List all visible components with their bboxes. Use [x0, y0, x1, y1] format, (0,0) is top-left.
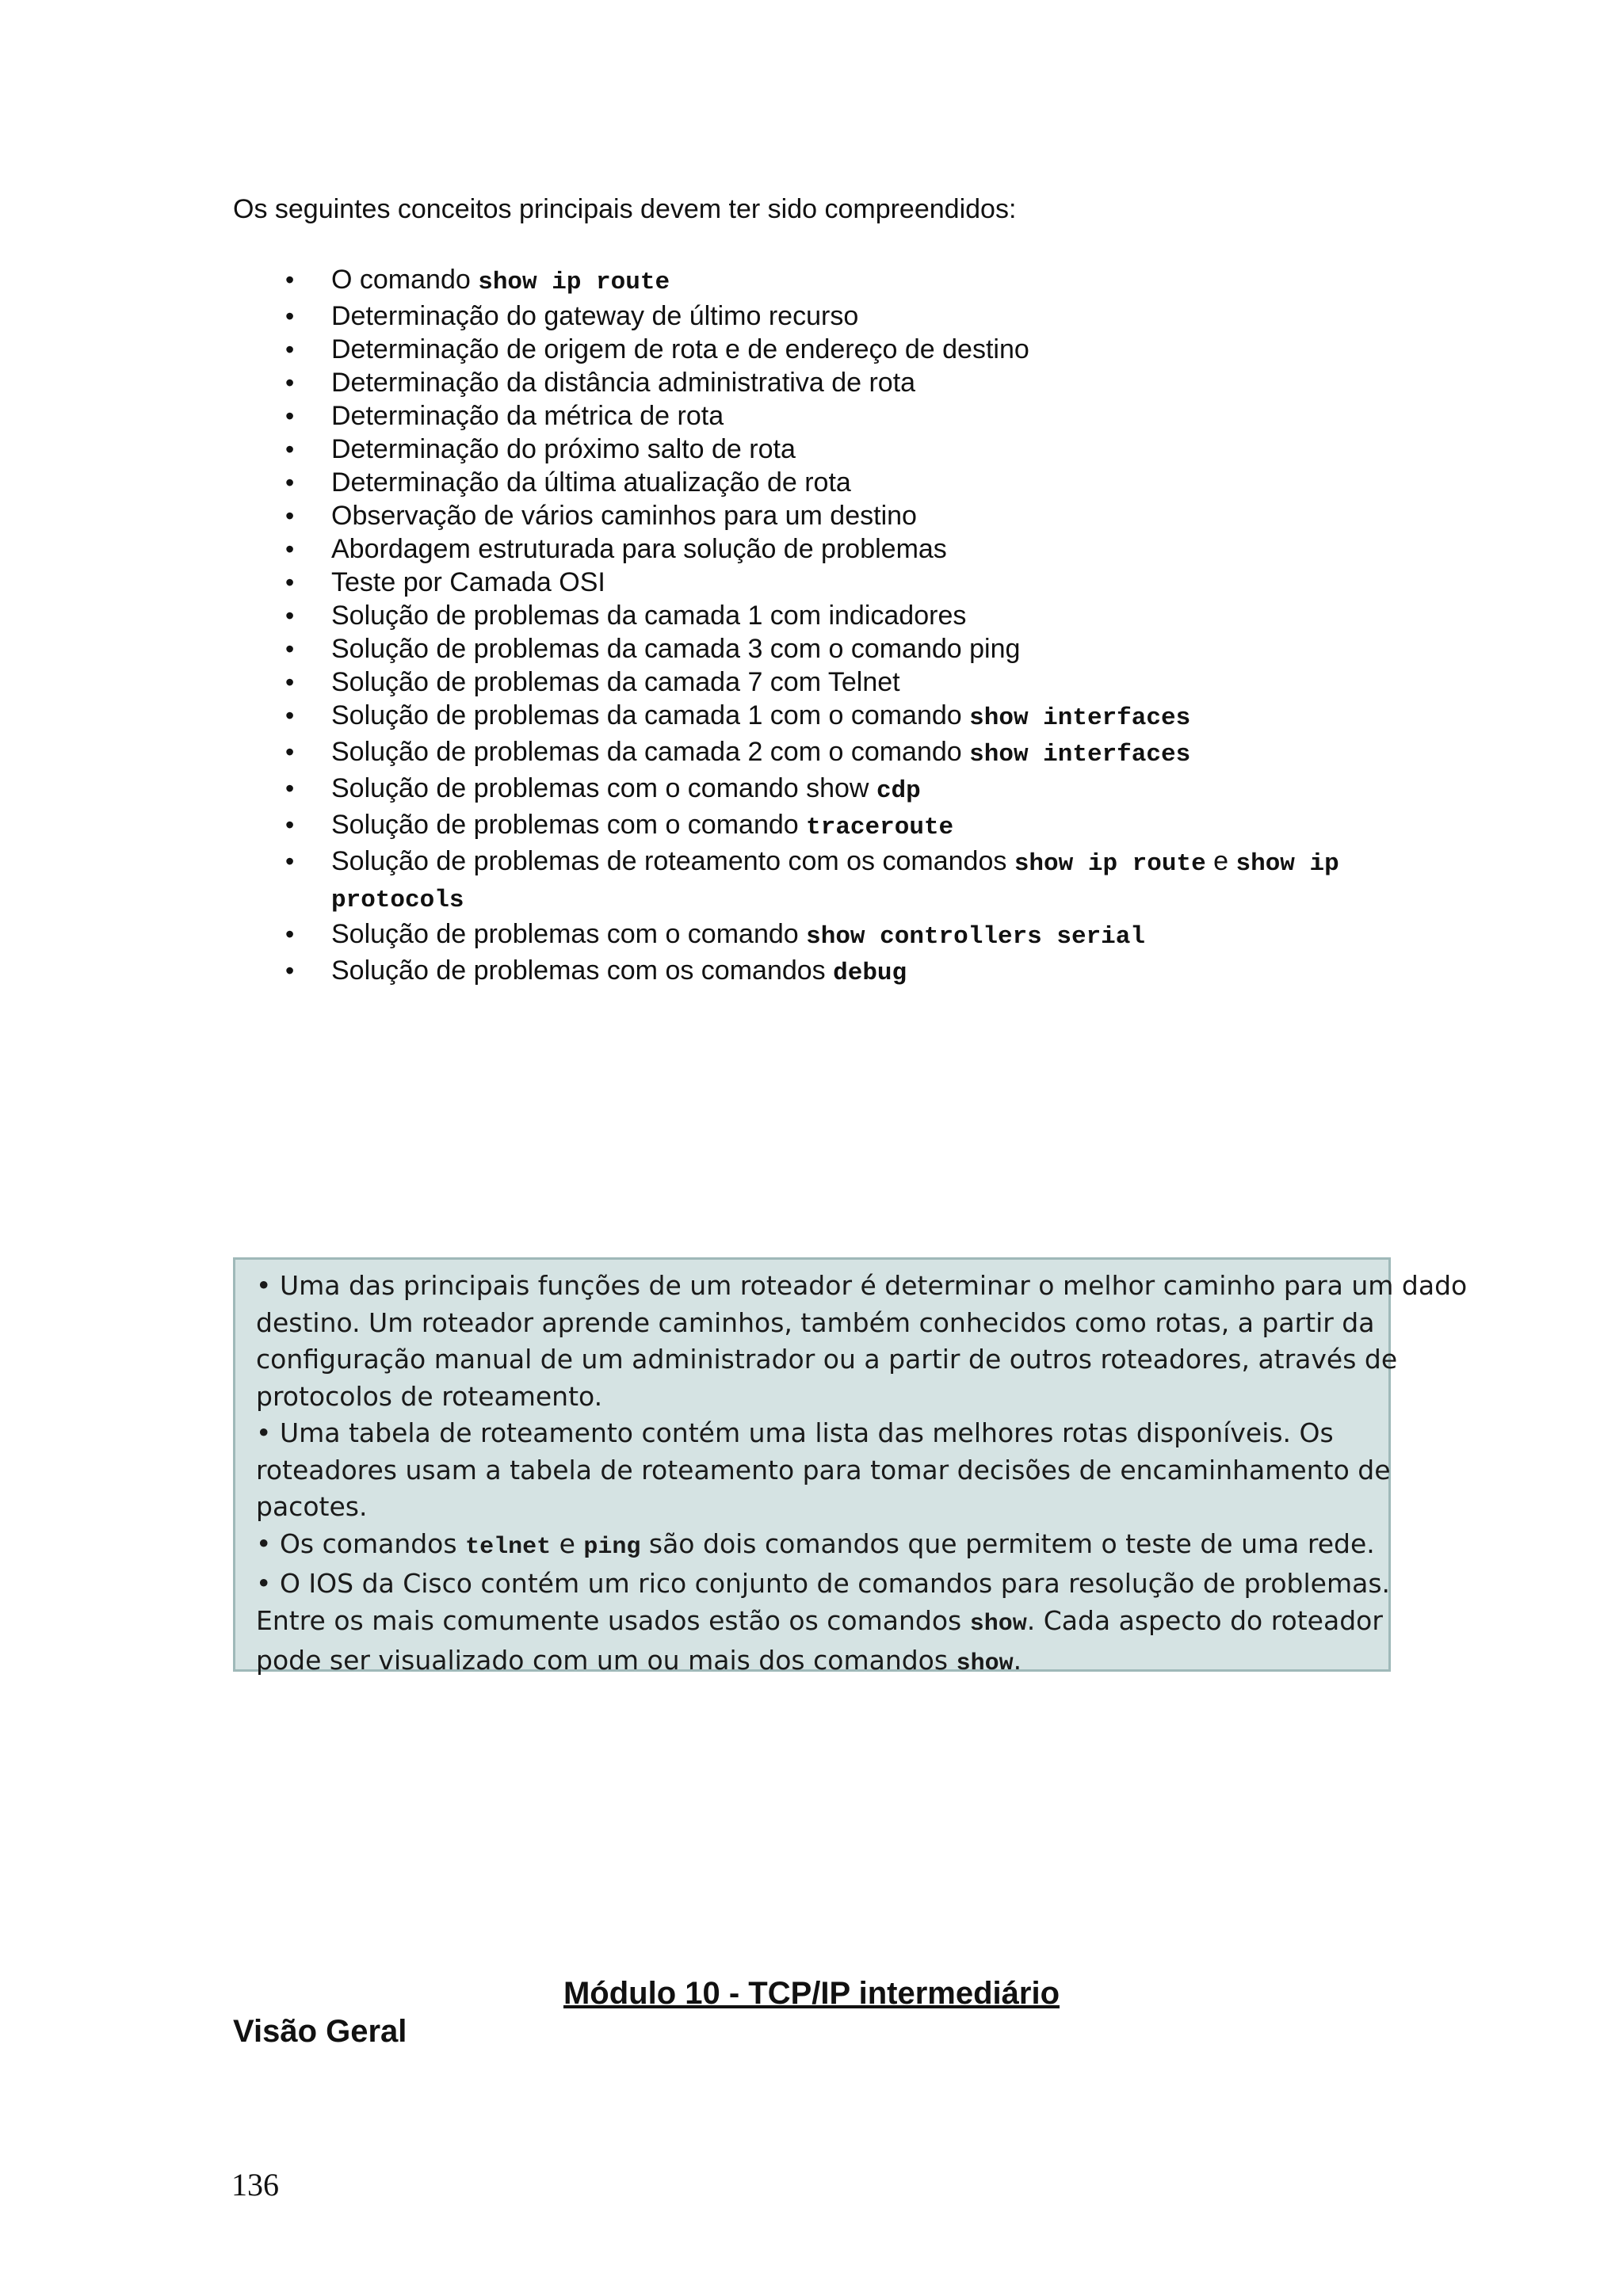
concept-item: [233, 772, 1422, 808]
concept-text: Solução de problemas com os comandos: [331, 955, 834, 986]
concept-text: Determinação do gateway de último recurso: [331, 301, 859, 331]
summary-line: [256, 1415, 1371, 1452]
concept-item: [233, 333, 1422, 366]
concept-text: Determinação da distância administrativa de rota: [331, 368, 916, 398]
command-text: traceroute: [806, 814, 954, 841]
command-text: telnet: [465, 1533, 552, 1561]
intro-text: Os seguintes conceitos principais devem ter sido compreendidos:: [233, 194, 1017, 224]
command-text: show controllers serial: [806, 923, 1145, 951]
concept-text: Solução de problemas da camada 7 com Telnet: [331, 667, 900, 697]
concept-item: [233, 808, 1422, 845]
summary-text: protocolos de roteamento.: [256, 1380, 603, 1412]
concept-text: Solução de problemas com o comando: [331, 810, 807, 840]
concept-text: Solução de problemas da camada 1 com o comando: [331, 700, 970, 730]
concept-text: O comando: [331, 265, 479, 295]
concept-text: Solução de problemas com o comando show: [331, 773, 876, 803]
summary-text: destino. Um roteador aprende caminhos, também conhecidos como rotas, a partir da: [256, 1306, 1375, 1338]
concept-text: Abordagem estruturada para solução de problemas: [331, 534, 947, 564]
concept-text: Observação de vários caminhos para um destino: [331, 501, 917, 531]
summary-line: [256, 1489, 1371, 1526]
command-text: show: [969, 1610, 1027, 1638]
concept-item: [233, 532, 1422, 566]
summary-text: configuração manual de um administrador ou a partir de outros roteadores, através de: [256, 1344, 1398, 1375]
concept-text: Determinação do próximo salto de rota: [331, 434, 796, 464]
summary-line: [256, 1566, 1391, 1603]
page-number: 136: [231, 2167, 279, 2203]
summary-line: [256, 1341, 1398, 1379]
section-title: Visão Geral: [233, 2014, 407, 2049]
concept-item: [233, 954, 1422, 990]
concept-text: Solução de problemas da camada 2 com o comando: [331, 737, 970, 767]
summary-line: [256, 1452, 1391, 1489]
concept-text: e: [1205, 846, 1236, 876]
concept-item: [233, 917, 1422, 954]
summary-line: [256, 1603, 1383, 1643]
concept-item: [233, 499, 1422, 532]
summary-text: pode ser visualizado com um ou mais dos comandos: [256, 1645, 957, 1676]
summary-line: [256, 1305, 1375, 1342]
command-text: show interfaces: [969, 704, 1191, 732]
module-title: Módulo 10 - TCP/IP intermediário: [563, 1976, 1060, 2011]
concept-text: Solução de problemas da camada 3 com o comando ping: [331, 634, 1021, 664]
concept-item: [233, 845, 1422, 917]
summary-text: • O IOS da Cisco contém um rico conjunto de comandos para resolução de problemas.: [256, 1568, 1391, 1599]
concept-item: [233, 366, 1422, 399]
concept-text: Determinação da última atualização de rota: [331, 467, 851, 498]
concept-text: Determinação da métrica de rota: [331, 401, 724, 431]
summary-text: • Uma tabela de roteamento contém uma lista das melhores rotas disponíveis. Os: [256, 1417, 1334, 1448]
summary-line: [256, 1268, 1468, 1305]
summary-line: [256, 1526, 1375, 1566]
summary-text: .: [1013, 1645, 1022, 1676]
command-text: cdp: [876, 777, 921, 805]
summary-text: . Cada aspecto do roteador: [1026, 1604, 1383, 1636]
summary-text: • Uma das principais funções de um roteador é determinar o melhor caminho para um dado: [256, 1270, 1468, 1301]
summary-text: Entre os mais comumente usados estão os comandos: [256, 1604, 970, 1636]
command-text: show ip protocols: [331, 850, 1339, 914]
command-text: show ip route: [1014, 850, 1206, 878]
concept-item: [233, 632, 1422, 666]
concept-item: [233, 566, 1422, 599]
concept-text: Teste por Camada OSI: [331, 567, 605, 597]
summary-text: roteadores usam a tabela de roteamento para tomar decisões de encaminhamento de: [256, 1454, 1391, 1486]
concept-text: Solução de problemas de roteamento com os comandos: [331, 846, 1014, 876]
concept-item: [233, 399, 1422, 433]
concept-item: [233, 466, 1422, 499]
concepts-list: [233, 263, 1422, 990]
summary-box: [233, 1257, 1468, 1677]
command-text: debug: [833, 959, 907, 987]
command-text: show ip route: [478, 269, 670, 296]
concept-text: Determinação de origem de rota e de endereço de destino: [331, 334, 1029, 364]
summary-line: [256, 1379, 1371, 1416]
concept-item: [233, 735, 1422, 772]
summary-text: pacotes.: [256, 1491, 368, 1522]
summary-text: • Os comandos: [256, 1527, 466, 1559]
summary-line: [256, 1642, 1371, 1683]
concept-item: [233, 263, 1422, 299]
command-text: ping: [583, 1533, 641, 1561]
concept-item: [233, 433, 1422, 466]
concept-text: Solução de problemas da camada 1 com indicadores: [331, 601, 967, 631]
concept-item: [233, 599, 1422, 632]
summary-text: e: [551, 1527, 584, 1559]
concept-item: [233, 666, 1422, 699]
command-text: show interfaces: [969, 741, 1191, 769]
summary-text: são dois comandos que permitem o teste de uma rede.: [640, 1527, 1375, 1559]
concept-item: [233, 299, 1422, 333]
command-text: show: [956, 1650, 1014, 1677]
concept-text: Solução de problemas com o comando: [331, 919, 807, 949]
concept-item: [233, 699, 1422, 735]
